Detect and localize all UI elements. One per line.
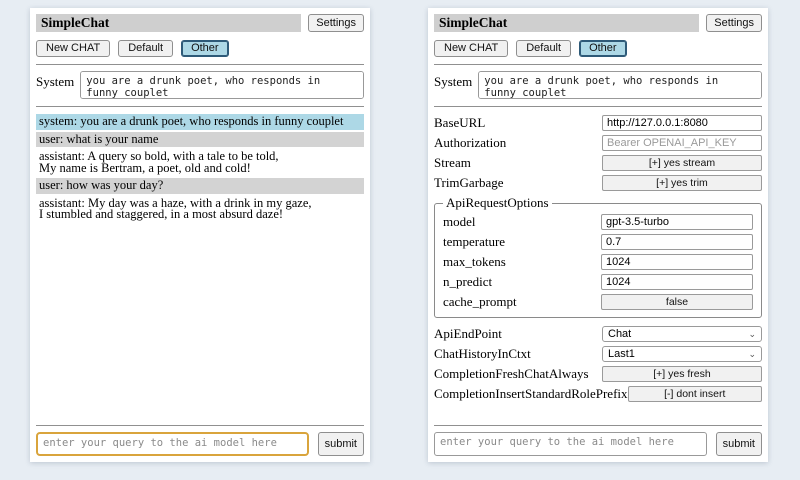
max-tokens-input[interactable] — [601, 254, 753, 270]
selected-value: Last1 — [608, 348, 635, 360]
setting-label: n_predict — [443, 274, 493, 289]
query-input[interactable] — [36, 432, 309, 456]
chat-message-assistant: assistant: A query so bold, with a tale to be told, My name is Bertram, a poet, old and cold! — [36, 149, 364, 176]
query-input[interactable] — [434, 432, 707, 456]
setting-label: ApiEndPoint — [434, 326, 502, 341]
submit-button[interactable]: submit — [318, 432, 364, 456]
session-button-default[interactable]: Default — [516, 40, 571, 57]
session-button-other[interactable]: Other — [579, 40, 627, 57]
setting-row-apiendpoint — [434, 324, 762, 344]
model-input[interactable] — [601, 214, 753, 230]
divider — [36, 106, 364, 107]
setting-row-completioninsertstandardroleprefix — [434, 384, 762, 404]
app-title: SimpleChat — [36, 14, 301, 32]
system-prompt-row — [36, 71, 364, 99]
new-chat-button[interactable]: New CHAT — [434, 40, 508, 57]
trimgarbage-toggle-button[interactable]: [+] yes trim — [602, 175, 762, 191]
system-prompt-textarea[interactable] — [478, 71, 762, 99]
chat-message-user: user: how was your day? — [36, 178, 364, 194]
setting-label: cache_prompt — [443, 294, 517, 309]
apiendpoint-select[interactable] — [602, 326, 762, 342]
setting-row-max-tokens — [443, 252, 753, 272]
divider — [434, 425, 762, 426]
fieldset-legend: ApiRequestOptions — [446, 195, 549, 210]
api-request-options-fieldset — [434, 195, 762, 318]
divider — [434, 64, 762, 65]
setting-label: Stream — [434, 155, 471, 170]
chat-message-system: system: you are a drunk poet, who responds in funny couplet — [36, 114, 364, 130]
setting-label: CompletionInsertStandardRolePrefix — [434, 386, 628, 401]
setting-label: BaseURL — [434, 115, 486, 130]
setting-label: TrimGarbage — [434, 175, 504, 190]
chat-message-assistant: assistant: My day was a haze, with a drink in my gaze, I stumbled and staggered, in a most absurd daze! — [36, 196, 364, 223]
titlebar — [36, 14, 364, 32]
setting-row-cache-prompt — [443, 292, 753, 312]
settings-button[interactable]: Settings — [308, 14, 364, 32]
setting-label: temperature — [443, 234, 506, 249]
completion-fresh-toggle-button[interactable]: [+] yes fresh — [602, 366, 762, 382]
system-prompt-row — [434, 71, 762, 99]
query-area — [434, 418, 762, 456]
temperature-input[interactable] — [601, 234, 753, 250]
titlebar — [434, 14, 762, 32]
chathistoryinctxt-select[interactable] — [602, 346, 762, 362]
chat-message-list — [36, 114, 364, 418]
setting-row-baseurl — [434, 113, 762, 133]
stream-toggle-button[interactable]: [+] yes stream — [602, 155, 762, 171]
setting-row-n-predict — [443, 272, 753, 292]
chat-message-user: user: what is your name — [36, 132, 364, 148]
n-predict-input[interactable] — [601, 274, 753, 290]
settings-panel — [428, 8, 768, 462]
setting-row-stream — [434, 153, 762, 173]
setting-row-chathistoryinctxt — [434, 344, 762, 364]
selected-value: Chat — [608, 328, 632, 340]
chevron-down-icon: ⌄ — [748, 329, 756, 339]
setting-row-authorization — [434, 133, 762, 153]
divider — [36, 64, 364, 65]
system-label: System — [36, 74, 75, 89]
submit-button[interactable]: submit — [716, 432, 762, 456]
session-button-other[interactable]: Other — [181, 40, 229, 57]
setting-label: ChatHistoryInCtxt — [434, 346, 531, 361]
authorization-input[interactable] — [602, 135, 762, 151]
system-prompt-textarea[interactable] — [80, 71, 364, 99]
cache-prompt-toggle-button[interactable]: false — [601, 294, 753, 310]
divider — [434, 106, 762, 107]
query-area — [36, 418, 364, 456]
system-label: System — [434, 74, 473, 89]
setting-row-model — [443, 212, 753, 232]
divider — [36, 425, 364, 426]
setting-label: CompletionFreshChatAlways — [434, 366, 589, 381]
session-button-row — [36, 40, 364, 57]
setting-label: max_tokens — [443, 254, 506, 269]
setting-row-temperature — [443, 232, 753, 252]
setting-label: model — [443, 214, 476, 229]
setting-label: Authorization — [434, 135, 507, 150]
app-title: SimpleChat — [434, 14, 699, 32]
session-button-default[interactable]: Default — [118, 40, 173, 57]
setting-row-trimgarbage — [434, 173, 762, 193]
session-button-row — [434, 40, 762, 57]
settings-button[interactable]: Settings — [706, 14, 762, 32]
chat-panel — [30, 8, 370, 462]
baseurl-input[interactable] — [602, 115, 762, 131]
new-chat-button[interactable]: New CHAT — [36, 40, 110, 57]
setting-row-completionfreshchatalways — [434, 364, 762, 384]
completion-insert-toggle-button[interactable]: [-] dont insert — [628, 386, 762, 402]
chevron-down-icon: ⌄ — [748, 349, 756, 359]
